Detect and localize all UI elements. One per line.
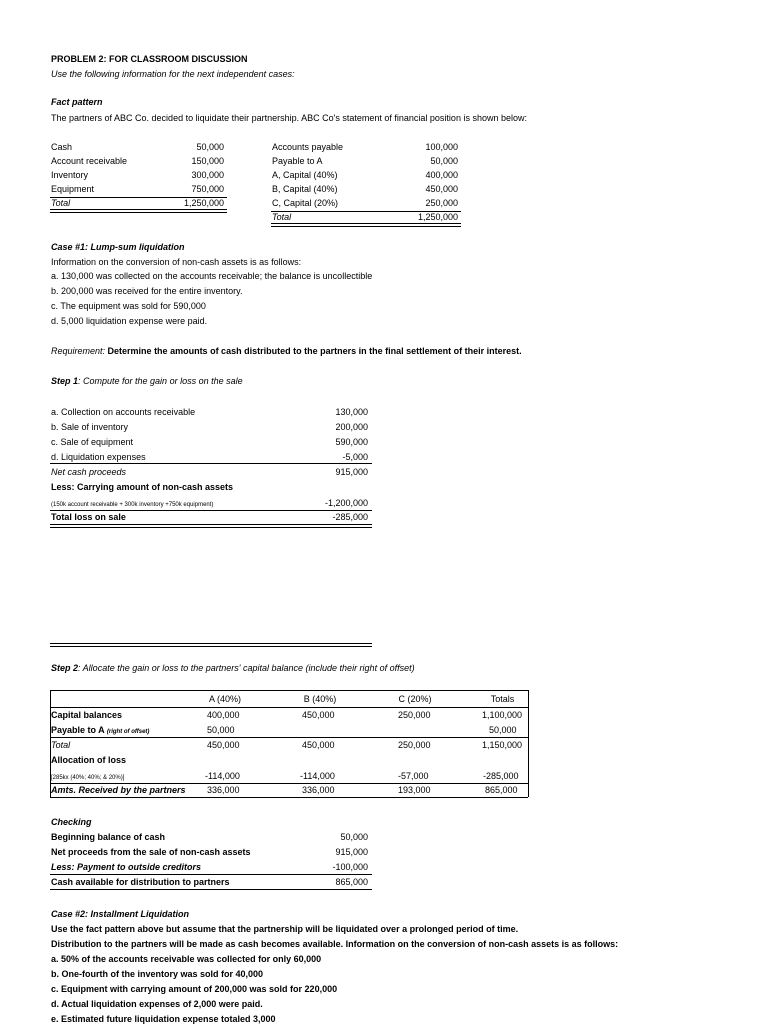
step1-row-value: -5,000 [342, 452, 368, 462]
cell-a: 50,000 [207, 725, 235, 735]
asset-label: Account receivable [51, 156, 128, 166]
divider [50, 737, 528, 738]
divider [50, 510, 372, 511]
asset-value: 50,000 [196, 142, 224, 152]
fact-pattern-text: The partners of ABC Co. decided to liquidate their partnership. ABC Co's statement of financial position is shown below: [51, 113, 527, 123]
col-header-b: B (40%) [303, 694, 337, 704]
step1-row-value: 590,000 [335, 437, 368, 447]
divider [50, 783, 528, 784]
step1-row-label: a. Collection on accounts receivable [51, 407, 196, 417]
problem-subtitle: Use the following information for the next independent cases: [51, 69, 295, 79]
step2-row-label: [285kx (40%; 40%; & 20%)] [51, 775, 125, 781]
cell-b: 450,000 [302, 710, 335, 720]
liability-total-label: Total [272, 212, 292, 222]
case2-line: b. One-fourth of the inventory was sold for 40,000 [51, 969, 264, 979]
step1-row-value: 130,000 [335, 407, 368, 417]
step2-row-label: Capital balances [51, 710, 123, 720]
case1-item: b. 200,000 was received for the entire inventory. [51, 286, 243, 296]
checking-row-value: 865,000 [335, 877, 368, 887]
checking-row-label: Beginning balance of cash [51, 832, 166, 842]
fact-pattern-label: Fact pattern [51, 97, 103, 107]
section-separator [50, 643, 372, 647]
problem-title: PROBLEM 2: FOR CLASSROOM DISCUSSION [51, 54, 248, 64]
liability-value: 250,000 [425, 198, 458, 208]
step2-row-label: Total [51, 740, 71, 750]
step1-label: Step 1 [51, 376, 79, 386]
case1-intro: Information on the conversion of non-cash assets is as follows: [51, 257, 302, 267]
col-header-c: C (20%) [398, 694, 432, 704]
divider [50, 889, 372, 890]
double-underline [50, 524, 372, 528]
cell-total: 1,150,000 [482, 740, 523, 750]
case1-item: a. 130,000 was collected on the accounts receivable; the balance is uncollectible [51, 271, 373, 281]
liability-label: A, Capital (40%) [272, 170, 338, 180]
cell-a: 336,000 [207, 785, 240, 795]
step1-total-label: Total loss on sale [51, 512, 126, 522]
col-header-totals: Totals [490, 694, 515, 704]
step1-row-value: -1,200,000 [324, 498, 368, 508]
liability-label: C, Capital (20%) [272, 198, 339, 208]
step2-row-label: Allocation of loss [51, 755, 127, 765]
asset-total-value: 1,250,000 [183, 198, 224, 208]
step1-text: : Compute for the gain or loss on the sale [78, 376, 243, 386]
checking-row-value: -100,000 [332, 862, 368, 872]
step2-text: : Allocate the gain or loss to the partners' capital balance (include their right of offset) [78, 663, 415, 673]
cell-c: 193,000 [398, 785, 431, 795]
requirement [51, 346, 522, 357]
cell-total: 50,000 [489, 725, 517, 735]
asset-label: Equipment [51, 184, 95, 194]
asset-value: 750,000 [191, 184, 224, 194]
cell-b: -114,000 [300, 771, 335, 781]
cell-b: 450,000 [302, 740, 335, 750]
cell-b: 336,000 [302, 785, 335, 795]
table-header-border [50, 707, 528, 708]
step1-row-label: Net cash proceeds [51, 467, 127, 477]
step2-row-label: Amts. Received by the partners [51, 785, 186, 795]
checking-row-label: Net proceeds from the sale of non-cash assets [51, 847, 251, 857]
liability-label: Payable to A [272, 156, 323, 166]
cell-total: 865,000 [485, 785, 518, 795]
case2-line: Use the fact pattern above but assume that the partnership will be liquidated over a prolonged period of time. [51, 924, 519, 934]
liability-label: B, Capital (40%) [272, 184, 338, 194]
cell-a: -114,000 [205, 771, 240, 781]
cell-total: 1,100,000 [482, 710, 523, 720]
case2-line: e. Estimated future liquidation expense totaled 3,000 [51, 1014, 276, 1024]
step1-total-value: -285,000 [332, 512, 368, 522]
right-of-offset-note: (right of offset) [106, 729, 150, 735]
step1-row-note: (150k account receivable + 300k inventory +750k equipment) [51, 502, 214, 508]
step2-label: Step 2 [51, 663, 79, 673]
cell-a: 400,000 [207, 710, 240, 720]
step2-heading [51, 663, 415, 674]
checking-title: Checking [51, 817, 92, 827]
liability-value: 50,000 [430, 156, 458, 166]
double-underline [271, 223, 461, 227]
cell-c: 250,000 [398, 740, 431, 750]
liability-value: 450,000 [425, 184, 458, 194]
step1-heading [51, 376, 243, 387]
checking-row-value: 50,000 [340, 832, 368, 842]
step1-row-label: b. Sale of inventory [51, 422, 129, 432]
checking-row-label: Less: Payment to outside creditors [51, 862, 202, 872]
step1-row-label: Less: Carrying amount of non-cash assets [51, 482, 234, 492]
col-header-a: A (40%) [208, 694, 241, 704]
case1-item: c. The equipment was sold for 590,000 [51, 301, 206, 311]
step1-row-label: c. Sale of equipment [51, 437, 134, 447]
cell-total: -285,000 [483, 771, 519, 781]
requirement-label: Requirement: [51, 346, 106, 356]
liability-total-value: 1,250,000 [417, 212, 458, 222]
cell-c: 250,000 [398, 710, 431, 720]
case2-line: d. Actual liquidation expenses of 2,000 were paid. [51, 999, 263, 1009]
table-top-border [50, 690, 528, 691]
liability-label: Accounts payable [272, 142, 344, 152]
liability-value: 400,000 [425, 170, 458, 180]
case2-line: Distribution to the partners will be made as cash becomes available. Information on the conversion of non-cash assets is as follows: [51, 939, 619, 949]
double-underline [50, 209, 227, 213]
divider [271, 211, 461, 212]
cell-c: -57,000 [398, 771, 429, 781]
divider [50, 463, 372, 464]
cell-a: 450,000 [207, 740, 240, 750]
checking-row-value: 915,000 [335, 847, 368, 857]
checking-row-label: Cash available for distribution to partners [51, 877, 230, 887]
table-right-border [528, 690, 529, 797]
liability-value: 100,000 [425, 142, 458, 152]
asset-label: Inventory [51, 170, 89, 180]
table-bottom-border [50, 797, 528, 798]
case2-line: c. Equipment with carrying amount of 200,000 was sold for 220,000 [51, 984, 338, 994]
case2-title: Case #2: Installment Liquidation [51, 909, 190, 919]
requirement-text: Determine the amounts of cash distributed to the partners in the final settlement of their interest. [107, 346, 522, 356]
asset-value: 150,000 [191, 156, 224, 166]
case1-item: d. 5,000 liquidation expense were paid. [51, 316, 208, 326]
step1-row-value: 200,000 [335, 422, 368, 432]
divider [50, 197, 227, 198]
asset-label: Cash [51, 142, 73, 152]
step1-row-label: d. Liquidation expenses [51, 452, 146, 462]
asset-value: 300,000 [191, 170, 224, 180]
case1-title: Case #1: Lump-sum liquidation [51, 242, 185, 252]
case2-line: a. 50% of the accounts receivable was collected for only 60,000 [51, 954, 322, 964]
divider [50, 874, 372, 875]
step1-row-value: 915,000 [335, 467, 368, 477]
step2-row-label-text: Payable to A [51, 725, 105, 735]
asset-total-label: Total [51, 198, 71, 208]
